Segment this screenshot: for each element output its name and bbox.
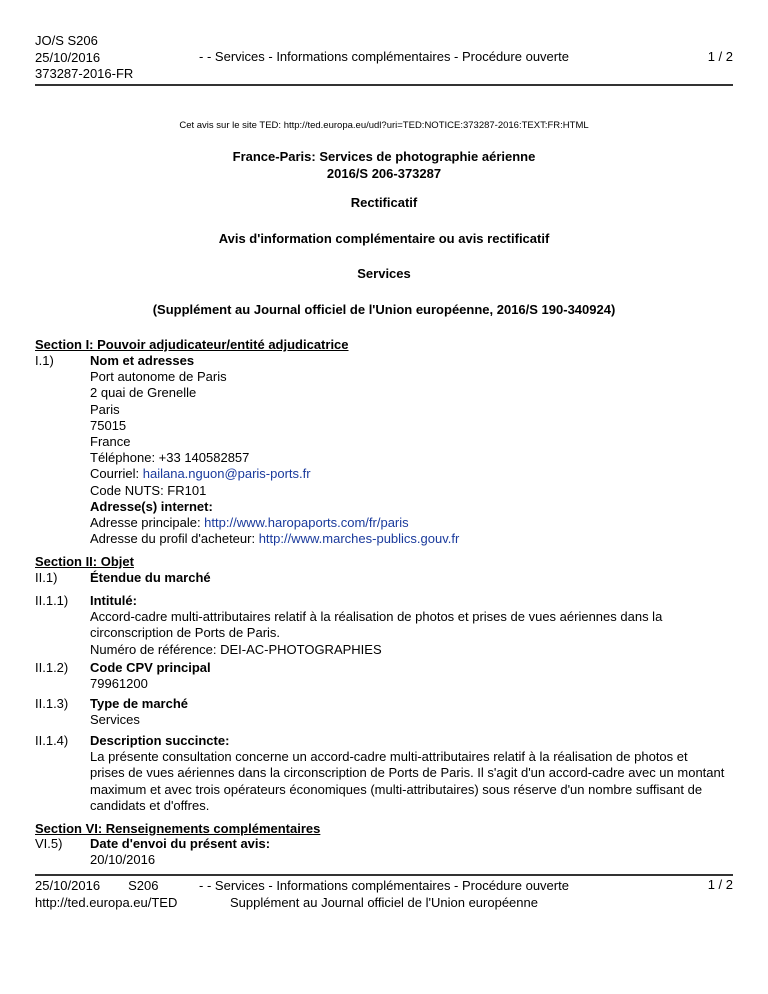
- section6-num: VI.5): [35, 836, 63, 851]
- section6-label: Date d'envoi du présent avis:: [90, 836, 271, 851]
- header-divider: [35, 84, 733, 86]
- buyer-url-line: [90, 531, 730, 547]
- org-email-line: [90, 466, 730, 482]
- section2-s12-label: Code CPV principal: [90, 660, 211, 675]
- footer-site: http://ted.europa.eu/TED: [35, 895, 178, 910]
- supplement-ref: (Supplément au Journal officiel de l'Union européenne, 2016/S 190-340924): [152, 302, 616, 317]
- header-ref: 373287-2016-FR: [35, 66, 134, 81]
- section6-body: [90, 836, 730, 868]
- section2-s14-num: II.1.4): [35, 733, 69, 748]
- section2-s11-line2: circonscription de Ports de Paris.: [90, 625, 281, 641]
- header-journal: JO/S S206: [35, 33, 98, 48]
- org-street: 2 quai de Grenelle: [90, 385, 197, 401]
- notice-title-line1: France-Paris: Services de photographie aérienne: [232, 149, 536, 164]
- section6-value: 20/10/2016: [90, 852, 156, 868]
- section1-label: Nom et adresses: [90, 353, 195, 368]
- section2-s13-body: [90, 696, 730, 728]
- section2-s12-body: [90, 660, 730, 692]
- internet-label: Adresse(s) internet:: [90, 498, 213, 514]
- org-zip: 75015: [90, 417, 127, 433]
- section2-s11-body: [90, 593, 730, 658]
- section2-heading: Section II: Objet: [35, 554, 134, 569]
- section2-s11-ref: Numéro de référence: DEI-AC-PHOTOGRAPHIES: [90, 641, 382, 657]
- email-link[interactable]: hailana.nguon@paris-ports.fr: [142, 466, 311, 482]
- section2-s11-num: II.1.1): [35, 593, 69, 608]
- page-footer: [35, 877, 733, 917]
- footer-series: S206: [128, 878, 159, 893]
- notice-title-line2: 2016/S 206-373287: [326, 166, 442, 181]
- section2-s14-line4: candidats et d'offres.: [90, 797, 210, 813]
- footer-title: - - Services - Informations complémentaires - Procédure ouverte: [199, 878, 569, 893]
- notice-title: [0, 148, 768, 182]
- buyer-url-link[interactable]: http://www.marches-publics.gouv.fr: [258, 531, 460, 547]
- main-url-line: [90, 515, 730, 531]
- main-url-label: Adresse principale:: [90, 515, 205, 531]
- section2-s14-line3: maximum et avec trois opérateurs économiques (multi-attributaires) sous réserve d'un nombre suffisant de: [90, 781, 703, 797]
- section1-body: [90, 353, 730, 547]
- org-nuts: Code NUTS: FR101: [90, 482, 207, 498]
- section2-s13-label: Type de marché: [90, 696, 189, 711]
- section1-num: I.1): [35, 353, 54, 368]
- footer-subtitle: Supplément au Journal officiel de l'Union européenne: [230, 895, 538, 910]
- header-date: 25/10/2016: [35, 49, 101, 65]
- section1-heading: Section I: Pouvoir adjudicateur/entité adjudicatrice: [35, 337, 349, 352]
- footer-divider: [35, 874, 733, 876]
- footer-date: 25/10/2016: [35, 878, 101, 893]
- section2-s14-label: Description succincte:: [90, 733, 230, 748]
- section6-heading: Section VI: Renseignements complémentaires: [35, 821, 321, 836]
- email-label: Courriel:: [90, 466, 143, 482]
- section2-s12-value: 79961200: [90, 676, 148, 692]
- org-name: Port autonome de Paris: [90, 369, 227, 385]
- notice-link: Cet avis sur le site TED: http://ted.europa.eu/udl?uri=TED:NOTICE:373287-2016:TEXT:FR:HTML: [179, 120, 589, 131]
- section2-s13-value: Services: [90, 712, 140, 728]
- buyer-url-label: Adresse du profil d'acheteur:: [90, 531, 259, 547]
- section2-s11-line1: Accord-cadre multi-attributaires relatif à la réalisation de photos et prises de vues aériennes dans la: [90, 609, 663, 625]
- services-label: Services: [357, 266, 411, 281]
- section2-s1-num: II.1): [35, 570, 58, 585]
- org-phone: Téléphone: +33 140582857: [90, 450, 250, 466]
- section2-s1-label: Étendue du marché: [90, 570, 211, 585]
- rectificatif-label: Rectificatif: [350, 195, 418, 210]
- org-country: France: [90, 434, 131, 450]
- header-page: 1 / 2: [707, 49, 733, 64]
- section2-s12-num: II.1.2): [35, 660, 69, 675]
- section2-s14-line2: prises de vues aériennes dans la circonscription de Ports de Paris. Il s'agit d'un accord-cadre avec un montant: [90, 765, 725, 781]
- section2-s14-body: [90, 733, 730, 814]
- section2-s14-line1: La présente consultation concerne un accord-cadre multi-attributaires relatif à la réalisation de photos et: [90, 749, 688, 765]
- header-title: - - Services - Informations complémentaires - Procédure ouverte: [199, 49, 569, 64]
- footer-page: 1 / 2: [707, 877, 733, 892]
- section2-s11-label: Intitulé:: [90, 593, 137, 608]
- org-city: Paris: [90, 401, 120, 417]
- section2-s13-num: II.1.3): [35, 696, 69, 711]
- main-url-link[interactable]: http://www.haropaports.com/fr/paris: [204, 515, 409, 531]
- footer-title-block: [35, 877, 733, 911]
- page-header: [35, 33, 733, 85]
- avis-type: Avis d'information complémentaire ou avis rectificatif: [218, 231, 550, 246]
